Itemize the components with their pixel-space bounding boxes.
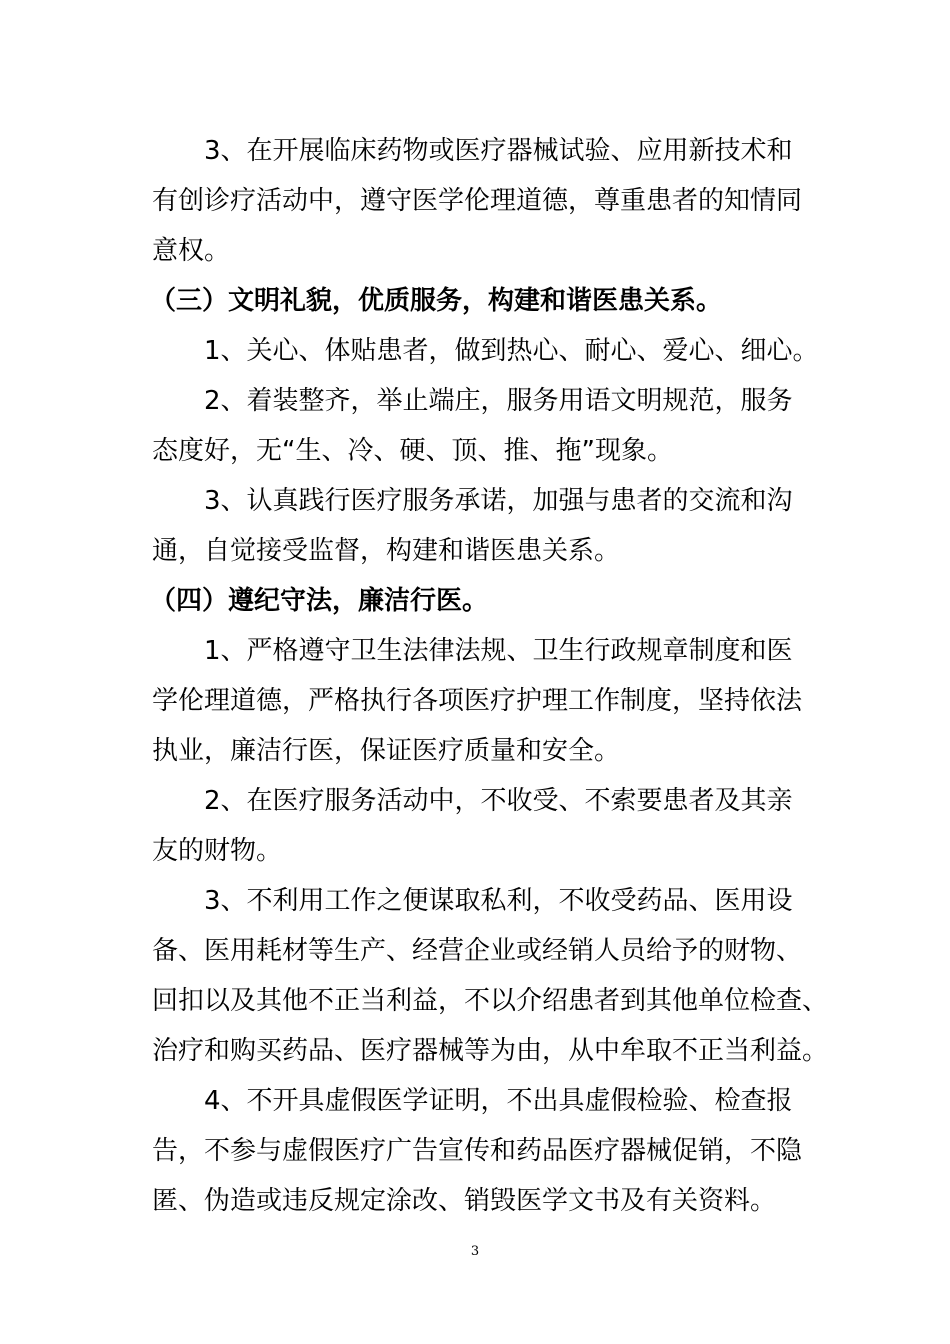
document-body bbox=[150, 126, 829, 1226]
text-line: 2、着装整齐，举止端庄，服务用语文明规范，服务 bbox=[204, 386, 793, 416]
text-line: 匿、伪造或违反规定涂改、销毁医学文书及有关资料。 bbox=[152, 1186, 777, 1216]
text-line: 回扣以及其他不正当利益，不以介绍患者到其他单位检查、 bbox=[152, 986, 829, 1016]
text-line: 1、严格遵守卫生法律法规、卫生行政规章制度和医 bbox=[204, 636, 793, 666]
text-line: 1、关心、体贴患者，做到热心、耐心、爱心、细心。 bbox=[204, 336, 819, 366]
section-heading: （四）遵纪守法，廉洁行医。 bbox=[150, 586, 489, 616]
text-line: 态度好，无“生、冷、硬、顶、推、拖”现象。 bbox=[152, 436, 673, 466]
text-line: 通，自觉接受监督，构建和谐医患关系。 bbox=[152, 536, 621, 566]
text-line: 4、不开具虚假医学证明，不出具虚假检验、检查报 bbox=[204, 1086, 793, 1116]
text-line: 治疗和购买药品、医疗器械等为由，从中牟取不正当利益。 bbox=[152, 1036, 829, 1066]
text-line: 学伦理道德，严格执行各项医疗护理工作制度，坚持依法 bbox=[152, 686, 803, 716]
text-line: 3、不利用工作之便谋取私利，不收受药品、医用设 bbox=[204, 886, 793, 916]
text-line: 执业，廉洁行医，保证医疗质量和安全。 bbox=[152, 736, 621, 766]
text-line: 3、认真践行医疗服务承诺，加强与患者的交流和沟 bbox=[204, 486, 793, 516]
page-number: 3 bbox=[470, 1244, 480, 1259]
text-line: 有创诊疗活动中，遵守医学伦理道德，尊重患者的知情同 bbox=[152, 186, 803, 216]
text-line: 3、在开展临床药物或医疗器械试验、应用新技术和 bbox=[204, 136, 793, 166]
text-line: 意权。 bbox=[152, 236, 231, 266]
section-heading: （三）文明礼貌，优质服务，构建和谐医患关系。 bbox=[150, 286, 723, 316]
text-line: 友的财物。 bbox=[152, 836, 283, 866]
text-line: 备、医用耗材等生产、经营企业或经销人员给予的财物、 bbox=[152, 936, 803, 966]
text-line: 2、在医疗服务活动中，不收受、不索要患者及其亲 bbox=[204, 786, 793, 816]
text-line: 告，不参与虚假医疗广告宣传和药品医疗器械促销，不隐 bbox=[152, 1136, 803, 1166]
